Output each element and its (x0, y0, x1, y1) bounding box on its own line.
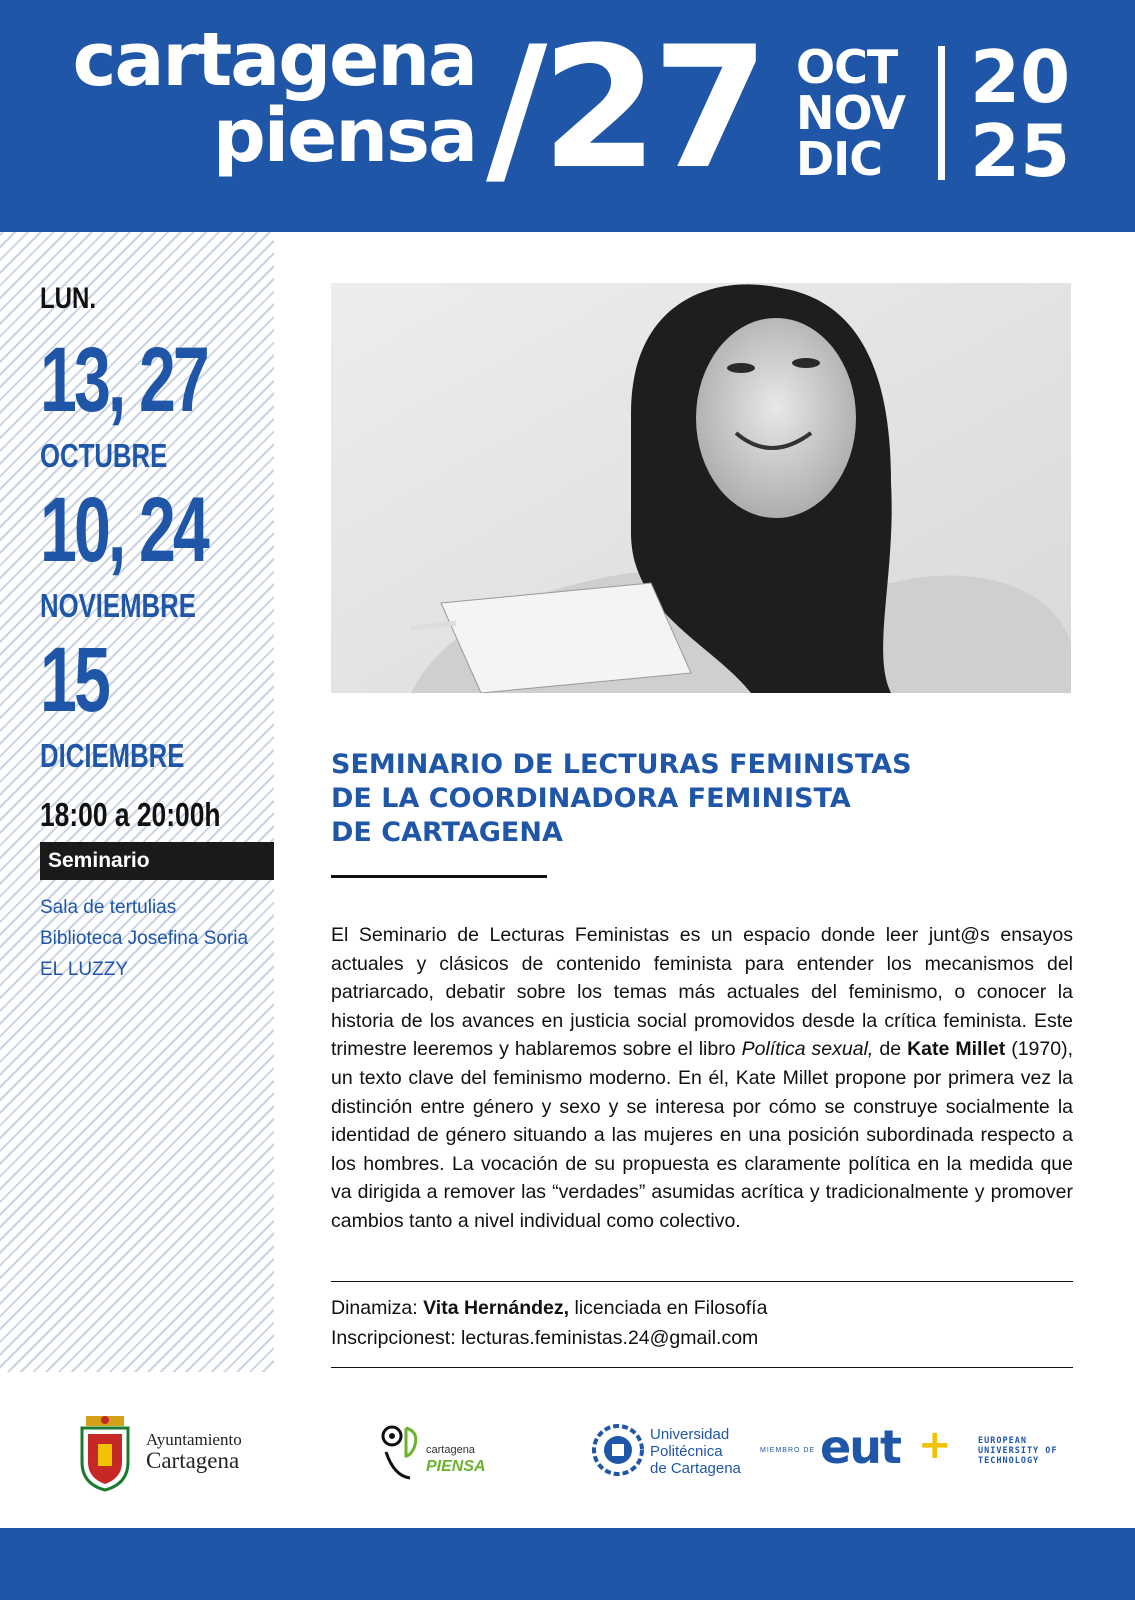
divider-top (331, 1281, 1073, 1282)
ayto-line-1: Ayuntamiento (146, 1430, 242, 1449)
divider-bottom (331, 1367, 1073, 1368)
event-time: 18:00 a 20:00h (40, 796, 221, 833)
venue-line-1: Sala de tertulias (40, 897, 177, 918)
year-line-2: 25 (970, 109, 1071, 193)
month-oct: OCT (796, 40, 898, 94)
edition-months (796, 40, 905, 186)
ayto-line-2: Cartagena (146, 1448, 240, 1473)
host-name: Vita Hernández, (423, 1297, 570, 1319)
host-line (331, 1293, 767, 1323)
book-title: Política sexual, (741, 1038, 874, 1061)
venue (40, 892, 248, 985)
brand-logo-text (66, 17, 476, 179)
title-line-1: SEMINARIO DE LECTURAS FEMINISTAS (331, 749, 912, 780)
eut-plus: + (918, 1422, 952, 1468)
cp-line-1: cartagena (426, 1444, 475, 1456)
description-part-1: El Seminario de Lecturas Feministas es un espacio donde leer junt@s ensayos actuales y clásicos de contenido feminista para entender los mecanismos del patriarcado, debatir sobre los temas más actuales del feminismo, o conocer la historia de los avances en justicia social promovidos desde la crítica feminista. Este trimestre leeremos y hablaremos sobre el libro (331, 924, 1073, 1061)
title-line-3: DE CARTAGENA (331, 817, 563, 848)
eut-line-3: TECHNOLOGY (978, 1456, 1040, 1466)
portrait-photo (331, 283, 1071, 693)
event-description (331, 921, 1073, 1236)
upct-seal-icon (592, 1424, 644, 1476)
city-crest-icon (74, 1414, 136, 1492)
host-description: licenciada en Filosofía (569, 1297, 768, 1319)
eut-logo: eut (820, 1420, 900, 1474)
venue-line-2: Biblioteca Josefina Soria (40, 928, 249, 949)
upct-name (650, 1426, 741, 1477)
month-october: OCTUBRE (40, 437, 168, 474)
cartagena-piensa-icon (380, 1422, 422, 1482)
eut-line-1: EUROPEAN (978, 1436, 1027, 1446)
day-of-week: LUN. (40, 282, 96, 315)
header-banner (0, 0, 1135, 232)
signup-line: Inscripcionest: lecturas.feministas.24@gmail.com (331, 1327, 759, 1349)
month-december: DICIEMBRE (40, 737, 185, 774)
dates-december: 15 (40, 629, 108, 731)
upct-line-2: Politécnica (650, 1443, 723, 1460)
sponsor-logos (0, 1400, 1135, 1510)
upct-line-1: Universidad (650, 1426, 730, 1443)
author-name: Kate Millet (907, 1038, 1006, 1061)
title-line-2: DE LA COORDINADORA FEMINISTA (331, 783, 851, 814)
cp-line-2: PIENSA (426, 1458, 486, 1475)
portrait-photo-graphic (331, 283, 1071, 693)
eut-name (978, 1436, 1058, 1466)
year-line-1: 20 (970, 35, 1071, 119)
event-type-badge: Seminario (40, 842, 274, 880)
brand-line-1: cartagena (72, 17, 476, 103)
upct-line-3: de Cartagena (650, 1460, 741, 1477)
edition-number: /27 (486, 10, 764, 206)
month-november: NOVIEMBRE (40, 587, 196, 624)
dates-october: 13, 27 (40, 329, 207, 431)
brand-line-2: piensa (212, 93, 476, 179)
dates-november: 10, 24 (40, 479, 207, 581)
venue-line-3: EL LUZZY (40, 959, 128, 980)
description-part-3: (1970), un texto clave del feminismo moderno. En él, Kate Millet propone por primera vez la distinción entre género y sexo y se interesa por cómo se construye socialmente la identidad de género situando a las mujeres en una posición subordinada respecto a los hombres. La vocación de su propuesta es claramente política en la medida que va dirigida a remover las “verdades” asumidas acrítica y tradicionalmente y promover cambios tanto a nivel individual como colectivo. (331, 1038, 1074, 1232)
description-part-2: de (873, 1038, 908, 1061)
title-underline (331, 875, 547, 878)
member-of-label: MIEMBRO DE (760, 1447, 816, 1454)
footer-band (0, 1528, 1135, 1600)
event-title (331, 748, 1051, 850)
month-dic: DIC (796, 132, 883, 186)
header-divider (938, 46, 945, 180)
eut-line-2: UNIVERSITY OF (978, 1446, 1058, 1456)
edition-year (970, 35, 1071, 193)
host-label: Dinamiza: (331, 1297, 424, 1319)
credits (331, 1293, 767, 1353)
month-nov: NOV (796, 86, 905, 140)
